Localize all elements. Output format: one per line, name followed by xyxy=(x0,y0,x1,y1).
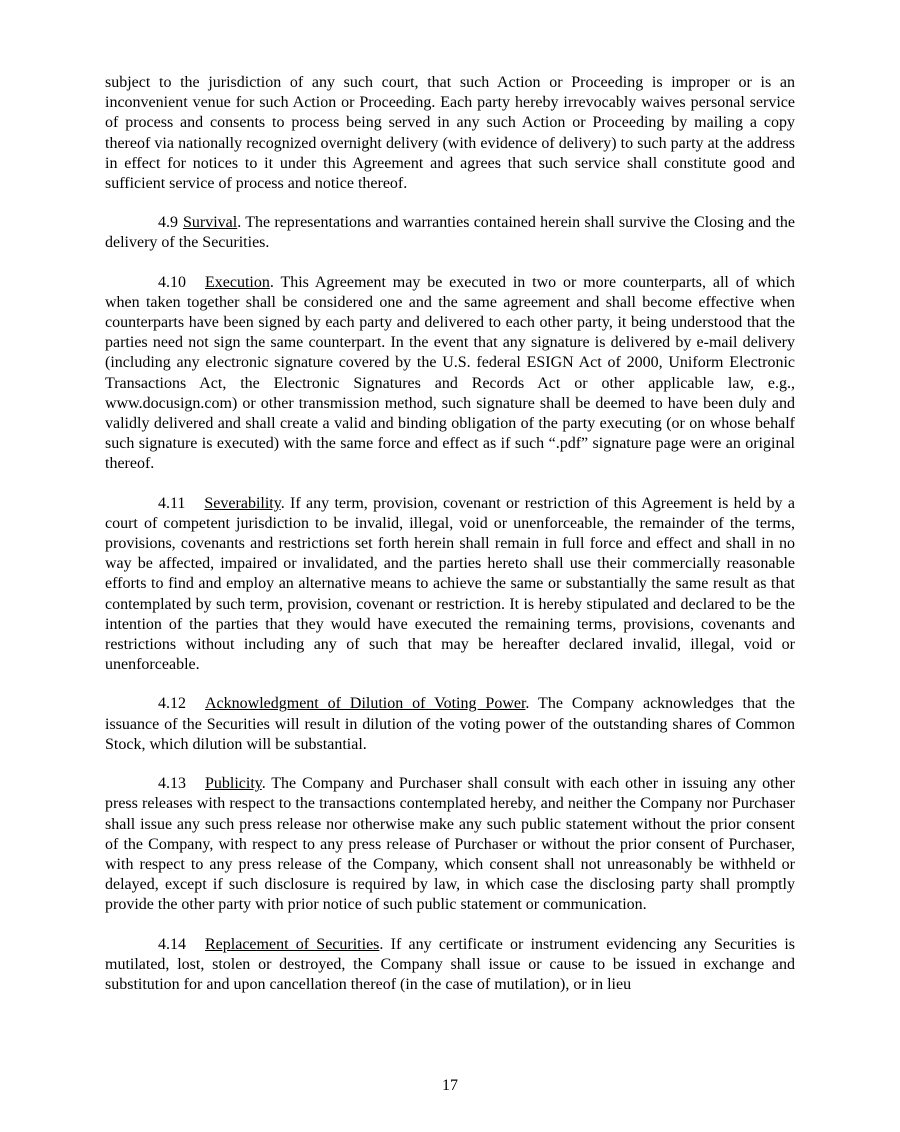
section-number: 4.11 xyxy=(158,494,186,512)
section-body: . The Company and Purchaser shall consult with each other in issuing any other press releases with respect to the transactions contemplated hereby, and neither the Company nor Purchaser shall issue any such press release nor otherwise make any such public statement without the prior consent of the Company, with respect to any press release of Purchaser or without the prior consent of Purchaser, with respect to any press release of the Company, which consent shall not unreasonably be withheld or delayed, except if such disclosure is required by law, in which case the disclosing party shall promptly provide the other party with prior notice of such public statement or communication. xyxy=(105,775,795,914)
section-number: 4.14 xyxy=(158,935,186,953)
continuation-paragraph: subject to the jurisdiction of any such court, that such Action or Proceeding is improper or is an inconvenient venue for such Action or Proceeding. Each party hereby irrevocably waives personal service of process and consents to process being served in any such Action or Proceeding by mailing a copy thereof via nationally recognized overnight delivery (with evidence of delivery) to such party at the address in effect for notices to it under this Agreement and agrees that such service shall constitute good and sufficient service of process and notice thereof. xyxy=(105,74,795,193)
section-body: . The representations and warranties contained herein shall survive the Closing and the delivery of the Securities. xyxy=(105,214,795,252)
section-heading: Severability xyxy=(204,494,281,512)
section-body: . The Company acknowledges that the issuance of the Securities will result in dilution of the voting power of the outstanding shares of Common Stock, which dilution will be substantial. xyxy=(105,695,795,753)
section-number: 4.12 xyxy=(158,695,186,713)
section-body: . If any certificate or instrument evidencing any Securities is mutilated, lost, stolen or destroyed, the Company shall issue or cause to be issued in exchange and substitution for and upon cancellation thereof (in the case of mutilation), or in lieu xyxy=(105,935,796,993)
section-heading: Execution xyxy=(205,273,270,291)
section-number: 4.9 xyxy=(158,214,178,232)
section-4-13 xyxy=(105,774,795,915)
section-4-10 xyxy=(105,273,795,475)
page-number: 17 xyxy=(442,1077,458,1094)
section-heading: Survival xyxy=(183,214,238,232)
section-number: 4.13 xyxy=(158,775,186,793)
section-4-12 xyxy=(105,694,795,755)
section-4-11 xyxy=(105,494,795,676)
section-number: 4.10 xyxy=(158,273,186,291)
section-4-9 xyxy=(105,213,795,253)
page-body-text xyxy=(105,73,795,1014)
section-4-14 xyxy=(105,935,795,996)
section-heading: Replacement of Securities xyxy=(205,935,380,953)
section-body: . If any term, provision, covenant or restriction of this Agreement is held by a court of competent jurisdiction to be invalid, illegal, void or unenforceable, the remainder of the terms, provisions, covenants and restrictions set forth herein shall remain in full force and effect and shall in no way be affected, impaired or invalidated, and the parties hereto shall use their commercially reasonable efforts to find and employ an alternative means to achieve the same or substantially the same result as that contemplated by such term, provision, covenant or restriction. It is hereby stipulated and declared to be the intention of the parties that they would have executed the remaining terms, provisions, covenants and restrictions without including any of such that may be hereafter declared invalid, illegal, void or unenforceable. xyxy=(105,494,795,674)
section-heading: Acknowledgment of Dilution of Voting Power xyxy=(205,695,526,713)
section-body: . This Agreement may be executed in two or more counterparts, all of which when taken together shall be considered one and the same agreement and shall become effective when counterparts have been signed by each party and delivered to each other party, it being understood that the parties need not sign the same counterpart. In the event that any signature is delivered by e-mail delivery (including any electronic signature covered by the U.S. federal ESIGN Act of 2000, Uniform Electronic Transactions Act, the Electronic Signatures and Records Act or other applicable law, e.g., www.docusign.com) or other transmission method, such signature shall be deemed to have been duly and validly delivered and shall create a valid and binding obligation of the party executing (or on whose behalf such signature is executed) with the same force and effect as if such “.pdf” signature page were an original thereof. xyxy=(105,273,795,473)
section-heading: Publicity xyxy=(205,775,262,793)
